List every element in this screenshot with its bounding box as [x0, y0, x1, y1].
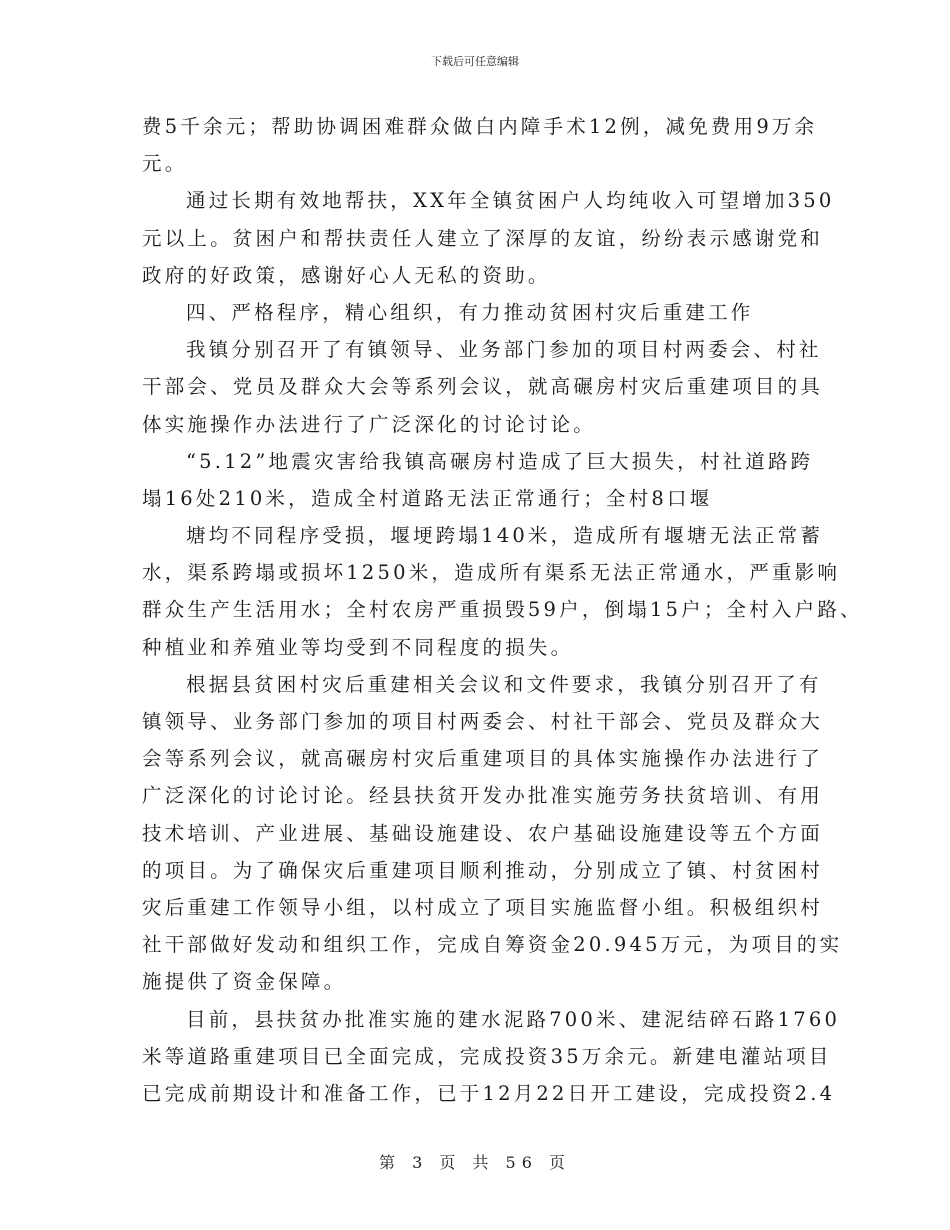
text-line: 费5千余元；帮助协调困难群众做白内障手术12例，减免费用9万余 [142, 115, 818, 138]
text-line: 会等系列会议，就高碾房村灾后重建项目的具体实施操作办法进行了 [142, 747, 824, 771]
text-line: 种植业和养殖业等均受到不同程度的损失。 [142, 635, 574, 659]
section-heading: 四、严格程序，精心组织，有力推动贫困村灾后重建工作 [186, 300, 754, 324]
text-line: “5.12”地震灾害给我镇高碾房村造成了巨大损失，村社道路跨 [186, 449, 814, 473]
text-line: 通过长期有效地帮扶，XX年全镇贫困户人均纯收入可望增加350 [186, 189, 835, 213]
text-line: 技术培训、产业进展、基础设施建设、农户基础设施建设等五个方面 [142, 821, 824, 845]
document-body [142, 108, 863, 1112]
text-line: 根据县贫困村灾后重建相关会议和文件要求，我镇分别召开了有 [186, 672, 822, 696]
text-line: 我镇分别召开了有镇领导、业务部门参加的项目村两委会、村社 [186, 338, 822, 362]
text-line: 政府的好政策，感谢好心人无私的资助。 [142, 263, 551, 287]
text-line: 施提供了资金保障。 [142, 970, 347, 994]
text-line: 的项目。为了确保灾后重建项目顺利推动，分别成立了镇、村贫困村 [142, 858, 824, 882]
text-line: 群众生产生活用水；全村农房严重损毁59户，倒塌15户；全村入户路、 [142, 598, 863, 622]
text-line: 塌16处210米，造成全村道路无法正常通行；全村8口堰 [142, 486, 713, 510]
text-line: 灾后重建工作领导小组，以村成立了项目实施监督小组。积极组织村 [142, 895, 824, 919]
text-line: 体实施操作办法进行了广泛深化的讨论讨论。 [142, 412, 597, 436]
text-line: 米等道路重建项目已全面完成，完成投资35万余元。新建电灌站项目 [142, 1044, 832, 1068]
text-line: 元。 [142, 152, 188, 176]
text-line: 已完成前期设计和准备工作，已于12月22日开工建设，完成投资2.4 [142, 1081, 836, 1105]
text-line: 水，渠系跨塌或损坏1250米，造成所有渠系无法正常通水，严重影响 [142, 561, 841, 585]
text-line: 社干部做好发动和组织工作，完成自筹资金20.945万元，为项目的实 [142, 933, 843, 957]
text-line: 目前，县扶贫办批准实施的建水泥路700米、建泥结碎石路1760 [186, 1007, 841, 1031]
text-line: 塘均不同程序受损，堰埂跨塌140米，造成所有堰塘无法正常蓄 [186, 524, 824, 548]
text-line: 镇领导、业务部门参加的项目村两委会、村社干部会、党员及群众大 [142, 710, 824, 733]
text-line: 元以上。贫困户和帮扶责任人建立了深厚的友谊，纷纷表示感谢党和 [142, 226, 824, 250]
page-header: 下载后可任意编辑 [431, 55, 519, 68]
page-number: 第 3 页 共 56 页 [379, 1153, 571, 1172]
text-line: 广泛深化的讨论讨论。经县扶贫开发办批准实施劳务扶贫培训、有用 [142, 784, 824, 808]
text-line: 干部会、党员及群众大会等系列会议，就高碾房村灾后重建项目的具 [142, 375, 824, 399]
